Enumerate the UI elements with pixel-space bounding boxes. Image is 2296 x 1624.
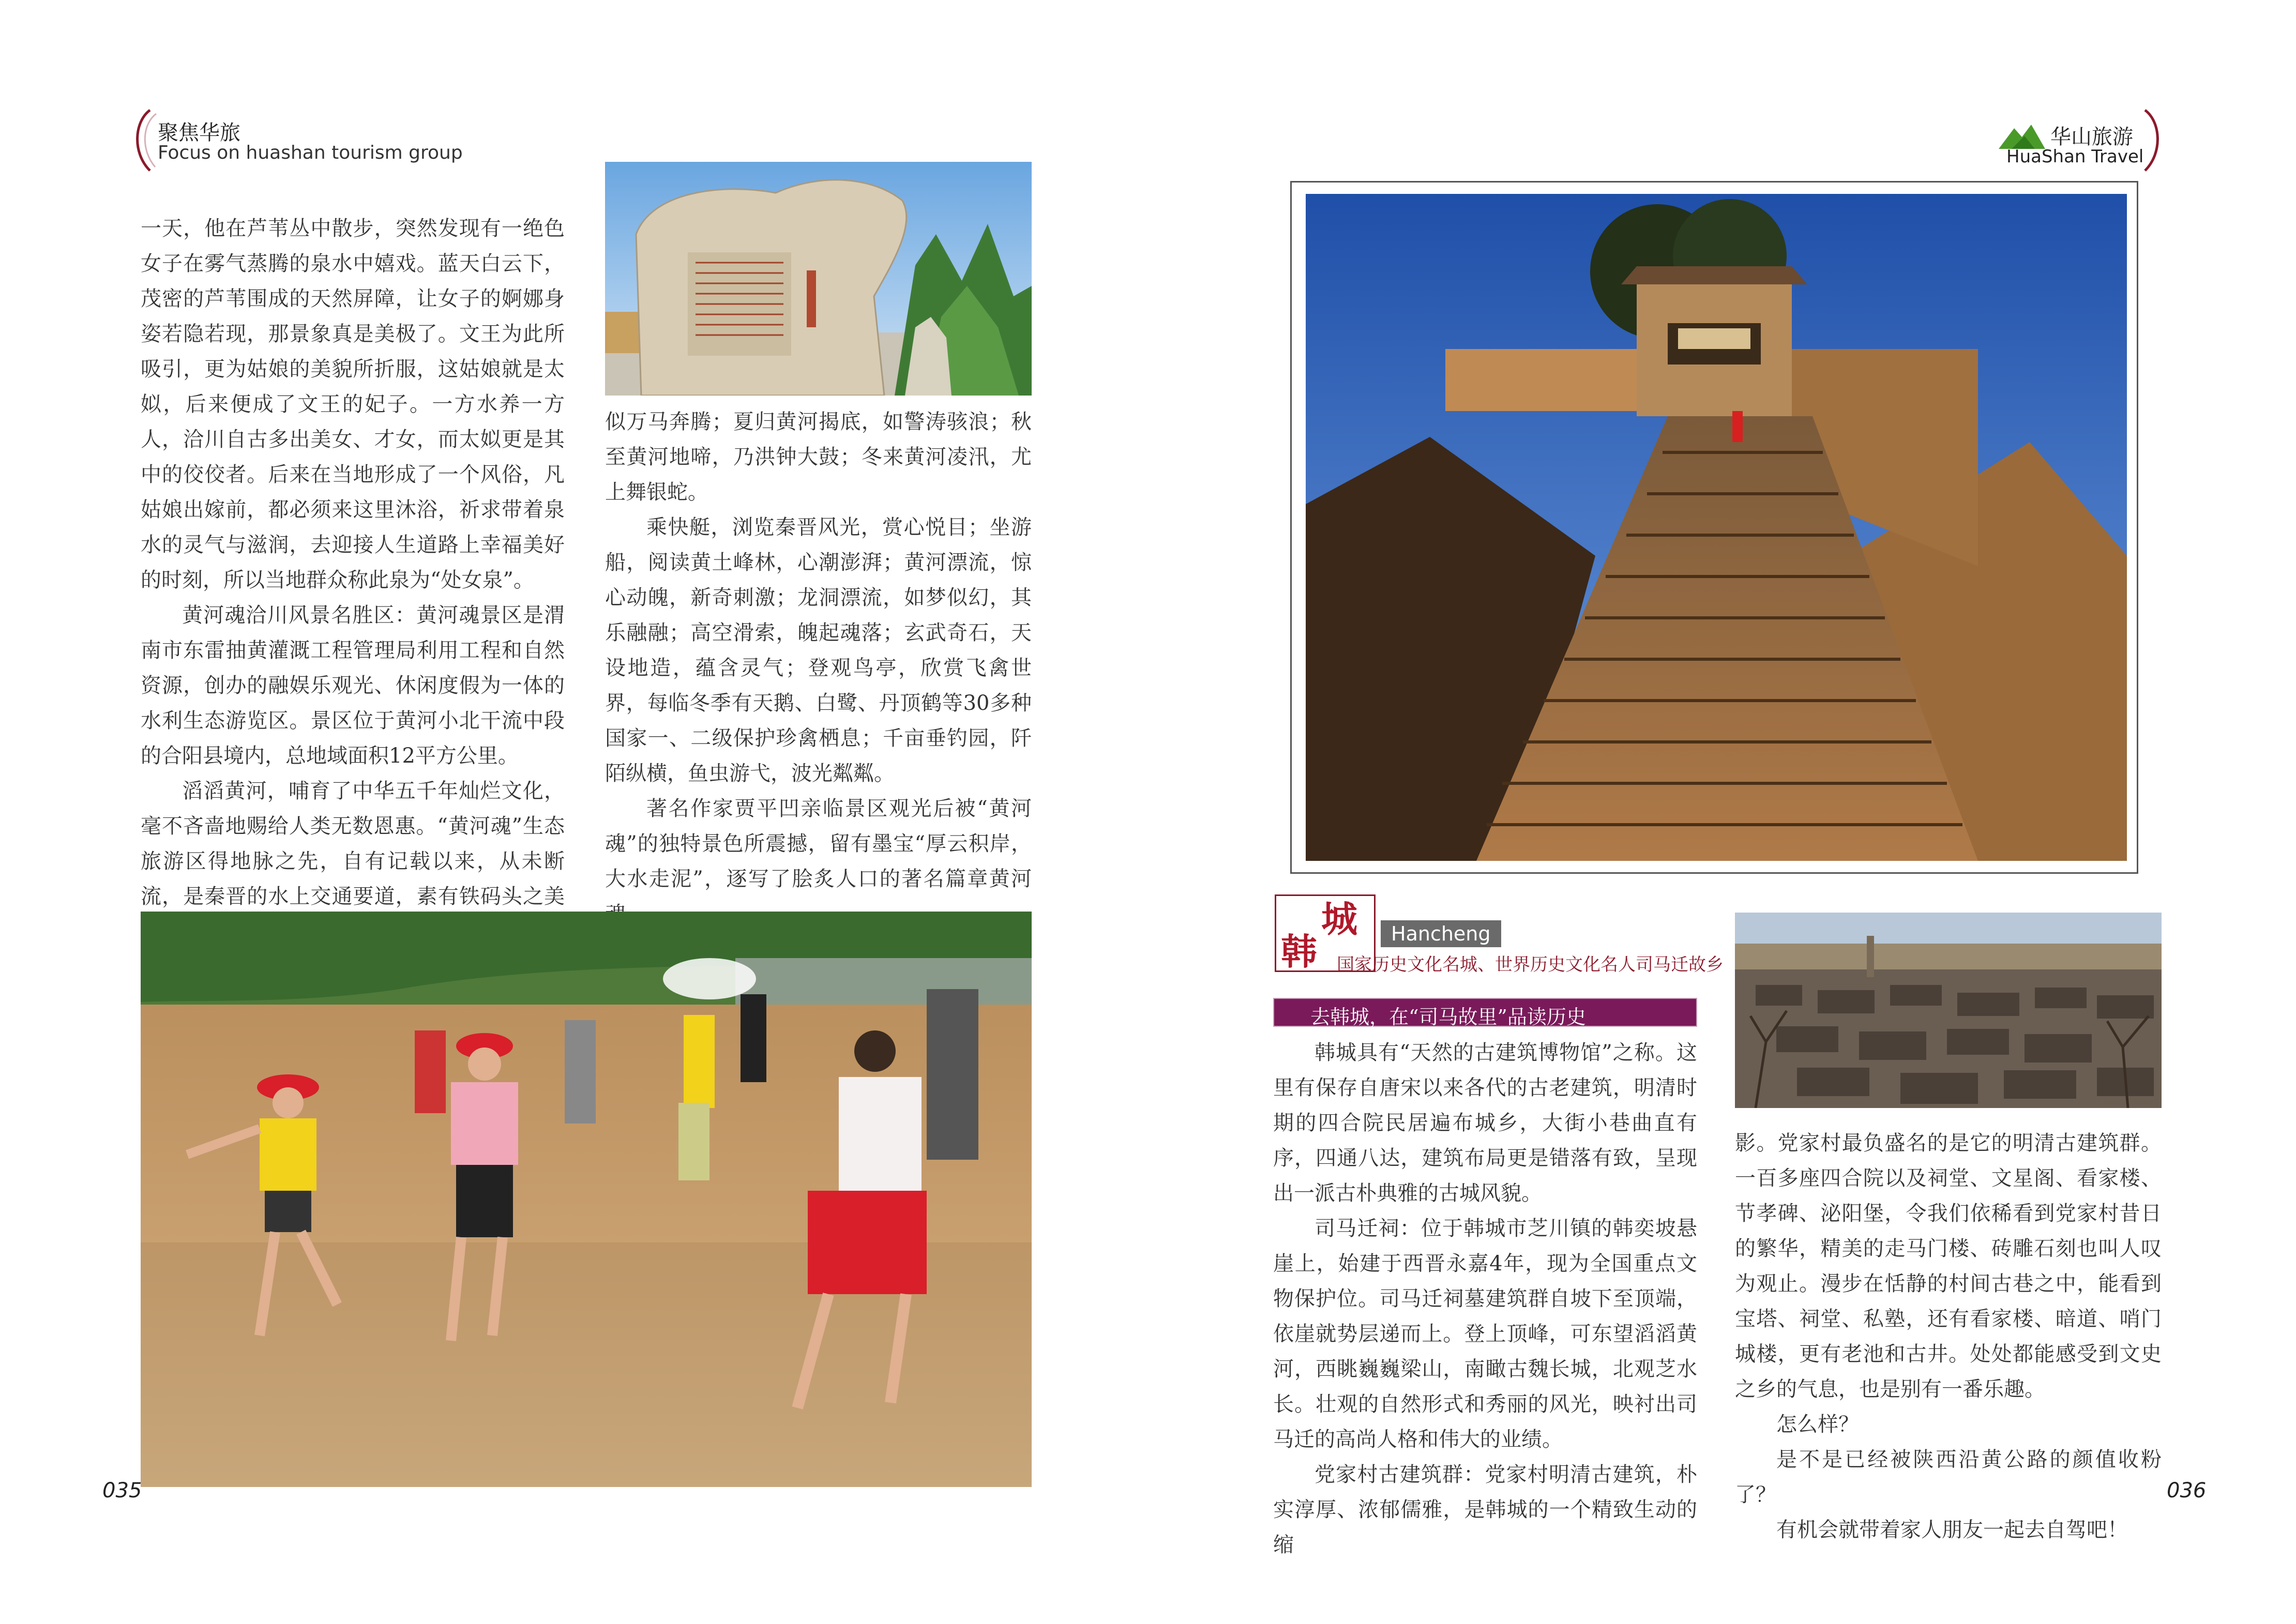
right-page-number: 036 bbox=[2167, 1479, 2207, 1502]
right-header bbox=[1996, 106, 2167, 178]
right-article-col2 bbox=[1735, 1126, 2162, 1547]
right-article-col1 bbox=[1273, 1035, 1697, 1562]
left-page-number: 035 bbox=[102, 1479, 142, 1502]
logo-text-en: HuaShan Travel bbox=[2006, 146, 2144, 167]
paragraph: 著名作家贾平凹亲临景区观光后被“黄河魂”的独特景色所震撼，留有墨宝“厚云积岸，大水走泥”，逐写了脍炙人口的著名篇章黄河 bbox=[605, 797, 1032, 891]
paragraph: 一天，他在芦苇丛中散步，突然发现有一绝色女子在雾气蒸腾的泉水中嬉戏。蓝天白云下，茂密的芦苇围成的天然屏障，让女子的婀娜身姿若隐若现，那景象真是美极了。文王为此所吸引，更为姑娘的美貌所折服，这姑娘就是太姒，后来便成了文王的妃子。一方水养一方人，洽川自古多出美女、才女，而太姒更是其中的佼佼者。后来在当地形成了一个风俗，凡姑娘出嫁前，都必须来这里沐浴，祈求带着泉水的灵气与滋润，去迎接人生道路上幸福美好的时刻，所以当地群众称此泉为“处女泉”。 bbox=[141, 217, 565, 592]
paragraph: 司马迁祠：位于韩城市芝川镇的韩奕坡悬崖上，始建于西晋永嘉4年，现为全国重点文物保护位。司马迁祠墓建筑群自坡下至顶端，依崖就势层递而上。登上顶峰，可东望滔滔黄河，西眺巍巍梁山，南瞰古魏长城，北观芝水长。壮观的自然形式和秀丽的风光，映衬出司马迁的高尚人格和伟大的业绩。 bbox=[1273, 1217, 1697, 1451]
hancheng-en-label: Hancheng bbox=[1381, 920, 1501, 947]
paragraph: 黄河魂洽川风景名胜区：黄河魂景区是渭南市东雷抽黄灌溉工程管理局利用工程和自然资源，创办的融娱乐观光、休闲度假为一体的水利生态游览区。景区位于黄河小北干流中段的合阳县境内，总地域面积12平方公里。 bbox=[141, 603, 565, 768]
header-title-cn: 聚焦华旅 bbox=[158, 121, 240, 145]
hancheng-title-block bbox=[1270, 894, 1735, 977]
paragraph: 似万马奔腾；夏归黄河揭底，如警涛骇浪；秋至黄河地啼，乃洪钟大鼓；冬来黄河凌汛，尤上舞银蛇。 bbox=[605, 410, 1032, 504]
title-char-han: 韩 bbox=[1281, 930, 1317, 973]
paragraph: 韩城具有“天然的古建筑博物馆”之称。这里有保存自唐宋以来各代的古老建筑，明清时期的四合院民居遍布城乡，大街小巷曲直有序，四通八达，建筑布局更是错落有致，呈现出一派古朴典雅的古城风貌。 bbox=[1273, 1041, 1697, 1205]
title-char-cheng: 城 bbox=[1321, 898, 1357, 940]
header-title-en: Focus on huashan tourism group bbox=[158, 142, 463, 163]
dangjia-village-photo bbox=[1735, 913, 2162, 1108]
paragraph: 党家村古建筑群：党家村明清古建筑，朴实淳厚、浓郁儒雅，是韩城的一个精致生动的缩 bbox=[1273, 1463, 1697, 1557]
hancheng-subtitle: 国家历史文化名城、世界历史文化名人司马迁故乡 bbox=[1337, 954, 1724, 975]
header-swoosh-icon bbox=[2135, 106, 2166, 173]
left-header bbox=[129, 106, 491, 173]
paragraph: 是不是已经被陕西沿黄公路的颜值收粉了？ bbox=[1735, 1448, 2162, 1507]
paragraph: 影。党家村最负盛名的是它的明清古建筑群。一百多座四合院以及祠堂、文星阁、看家楼、节孝碑、泌阳堡，令我们依稀看到党家村昔日的繁华，精美的走马门楼、砖雕石刻也叫人叹为观止。漫步在恬静的村间古巷之中，能看到宝塔、祠堂、私塾，还有看家楼、暗道、哨门城楼，更有老池和古井。处处都能感受到文史之乡的气息，也是别有一番乐趣。 bbox=[1735, 1131, 2162, 1401]
paragraph: 有机会就带着家人朋友一起去自驾吧！ bbox=[1776, 1518, 2128, 1542]
section-banner bbox=[1273, 998, 1697, 1027]
paragraph: 乘快艇，浏览秦晋风光，赏心悦目；坐游船，阅读黄土峰林，心潮澎湃；黄河漂流，惊心动魄，新奇刺激；龙洞漂流，如梦似幻，其乐融融；高空滑索，魄起魂落；玄武奇石，天设地造，蕴含灵气；登观鸟亭，欣赏飞禽世界，每临冬季有天鹅、白鹭、丹顶鹤等30多种国家一、二级保护珍禽栖息；千亩垂钓园，阡陌纵横，鱼虫游弋，波光粼粼。 bbox=[605, 515, 1032, 785]
yellow-river-beach-photo bbox=[141, 912, 1032, 1487]
gate-stairs-photo bbox=[1306, 194, 2127, 861]
banner-text: 去韩城，在“司马故里”品读历史 bbox=[1310, 1006, 1586, 1028]
stone-monument-photo bbox=[605, 162, 1032, 396]
logo-text-cn: 华山旅游 bbox=[2050, 125, 2133, 149]
header-swoosh-icon bbox=[129, 106, 160, 173]
paragraph: 滔滔黄河，哺育了中华五千年灿烂文化，毫不吝啬地赐给人类无数恩惠。“黄河魂”生态旅游区得地脉之先，自有记载以来，从未断流，是秦晋的水上交通要道，素有铁码头之美 bbox=[141, 779, 565, 908]
left-article-col2 bbox=[605, 404, 1032, 932]
left-article-col1 bbox=[141, 211, 565, 1020]
paragraph: 怎么样？ bbox=[1776, 1413, 1859, 1436]
